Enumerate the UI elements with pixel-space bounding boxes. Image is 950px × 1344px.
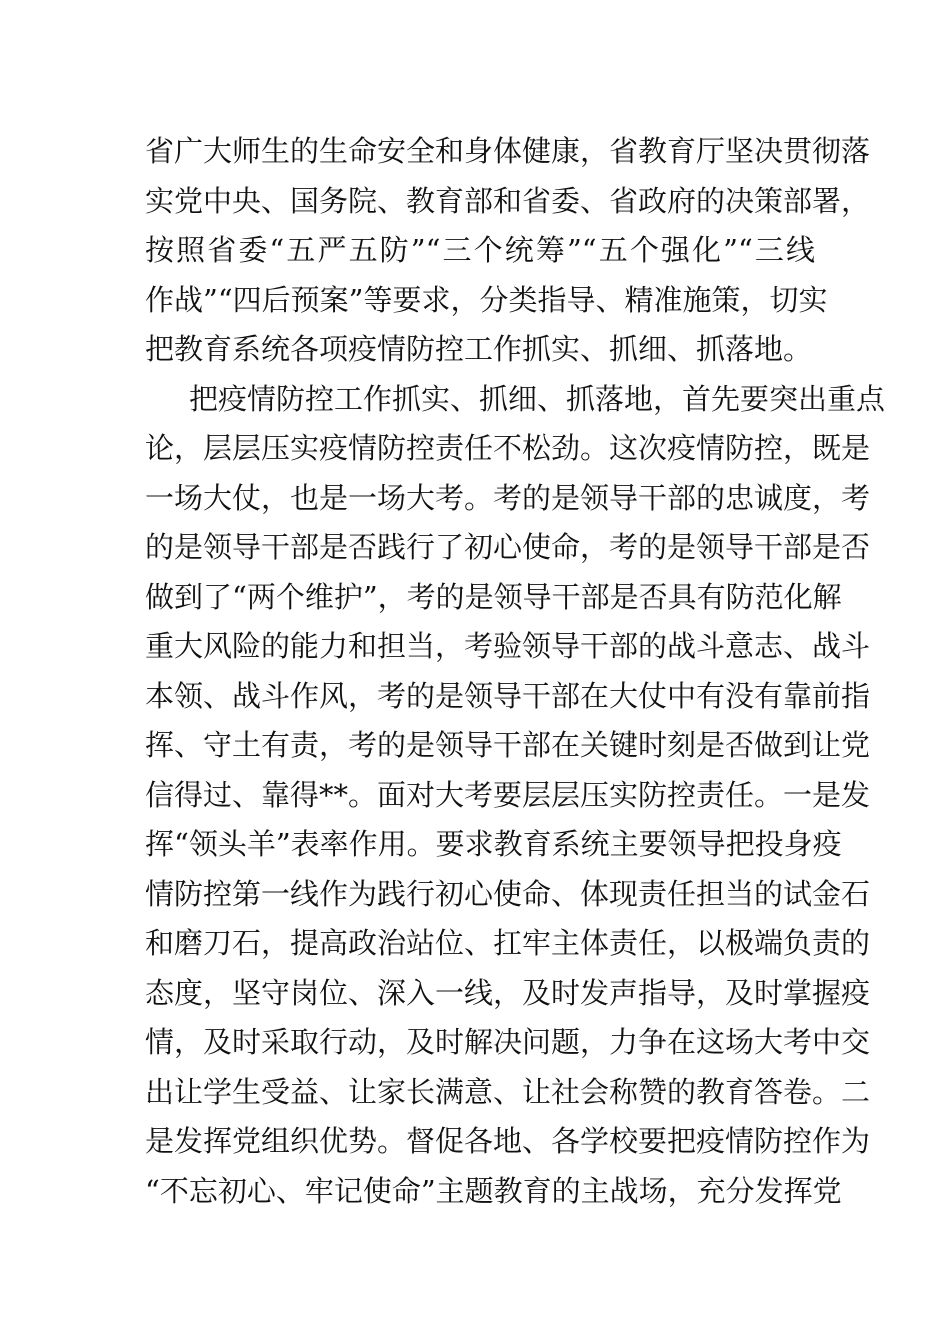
text-line: 按照省委“五严五防”“三个统筹”“五个强化”“三线: [145, 233, 815, 267]
text-line: 信得过、靠得**。面对大考要层层压实防控责任。一是发: [145, 777, 871, 812]
text-line: 挥、守土有责，考的是领导干部在关键时刻是否做到让党: [145, 728, 871, 762]
text-line: 挥“领头羊”表率作用。要求教育系统主要领导把投身疫: [145, 827, 842, 861]
text-line: “不忘初心、牢记使命”主题教育的主战场，充分发挥党: [145, 1173, 842, 1208]
text-line: 态度，坚守岗位、深入一线，及时发声指导，及时掌握疫: [145, 975, 871, 1010]
text-line: 做到了“两个维护”，考的是领导干部是否具有防范化解: [145, 579, 842, 614]
text-line: 的是领导干部是否践行了初心使命，考的是领导干部是否: [145, 530, 871, 564]
text-line: 是发挥党组织优势。督促各地、各学校要把疫情防控作为: [145, 1124, 871, 1158]
paragraph-1: [145, 127, 871, 375]
text-line: 出让学生受益、让家长满意、让社会称赞的教育答卷。二: [145, 1074, 871, 1109]
text-line: 论，层层压实疫情防控责任不松劲。这次疫情防控，既是: [145, 431, 871, 465]
text-line: 情，及时采取行动，及时解决问题，力争在这场大考中交: [145, 1025, 871, 1059]
body-text: [145, 127, 886, 1216]
text-line: 重大风险的能力和担当，考验领导干部的战斗意志、战斗: [145, 629, 871, 663]
text-line: 作战”“四后预案”等要求，分类指导、精准施策，切实: [145, 282, 828, 317]
text-line: 本领、战斗作风，考的是领导干部在大仗中有没有靠前指: [145, 678, 871, 713]
text-line: 把疫情防控工作抓实、抓细、抓落地，首先要突出重点: [189, 381, 886, 416]
text-line: 把教育系统各项疫情防控工作抓实、抓细、抓落地。: [145, 332, 813, 366]
text-line: 省广大师生的生命安全和身体健康，省教育厅坚决贯彻落: [145, 134, 871, 168]
text-line: 实党中央、国务院、教育部和省委、省政府的决策部署，: [145, 183, 871, 218]
text-line: 一场大仗，也是一场大考。考的是领导干部的忠诚度，考: [145, 480, 871, 515]
paragraph-2: [145, 375, 886, 1217]
text-line: 情防控第一线作为践行初心使命、体现责任担当的试金石: [145, 876, 871, 911]
text-line: 和磨刀石，提高政治站位、扛牢主体责任，以极端负责的: [145, 926, 871, 960]
